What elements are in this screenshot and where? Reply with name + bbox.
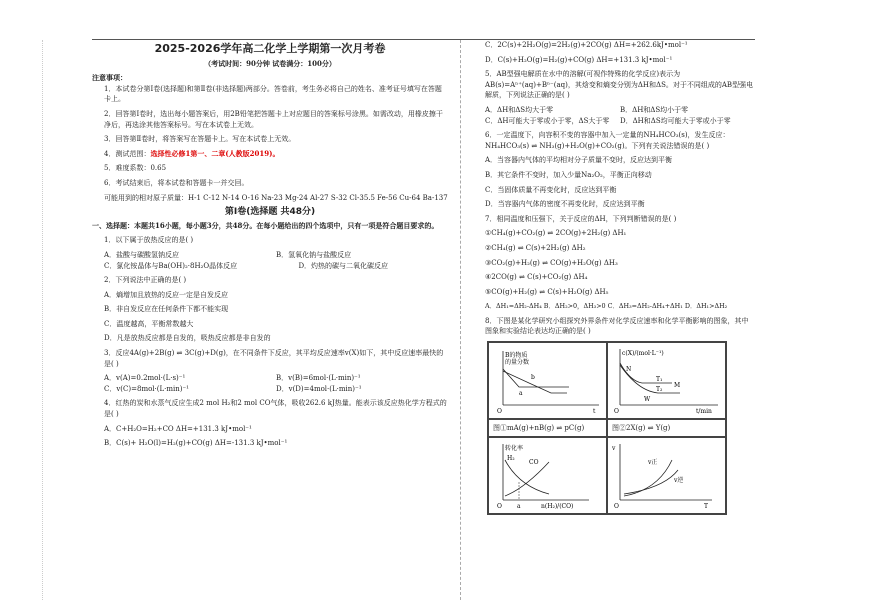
q5-option-a: A．ΔH和ΔS均大于零 [485, 105, 554, 114]
graph-4-xlabel: T [704, 503, 709, 511]
graph-1-xlabel: t [593, 408, 596, 416]
question-8: 8．下图是某化学研究小组探究外界条件对化学反应速率和化学平衡影响的图象，其中图象和实验结论表达均正确的是( ) [485, 316, 749, 336]
graph-3-origin: O [497, 503, 502, 511]
graph-1-label-b: b [531, 374, 535, 382]
exam-subtitle: （考试时间：90分钟 试卷满分：100分） [204, 58, 336, 68]
q5-options-row2 [473, 116, 755, 127]
q3-option-b: B．v(B)=6mol·(L·min)⁻¹ [276, 374, 361, 383]
q3-options-row1 [92, 373, 448, 384]
q8-graph-grid [487, 341, 727, 515]
q7-reaction-1: ①CH₄(g)+CO₂(g) ⇌ 2CO(g)+2H₂(g) ΔH₁ [485, 229, 627, 238]
graph-3 [488, 437, 607, 514]
graph-2-label-t1: T₁ [656, 376, 663, 384]
q6-option-d: D．当容器内气体的密度不再变化时，反应达到平衡 [485, 200, 645, 209]
q5-option-d: D．ΔH和ΔS均可能大于零或小于零 [620, 116, 731, 125]
notice-5: 5．难度系数：0.65 [104, 164, 167, 173]
graph-2-xlabel: t/min [696, 408, 712, 416]
q1-option-d: D．灼热的碳与二氧化碳反应 [298, 261, 389, 270]
question-7: 7．相同温度和压强下，关于反应的ΔH，下列判断错误的是( ) [485, 214, 677, 223]
question-3: 3．反应4A(g)+2B(g) ⇌ 3C(g)+D(g)，在不同条件下反应，其平均反应速率v(X)如下，其中反应速率最快的是( ) [104, 349, 444, 368]
q5-option-b: B．ΔH和ΔS均小于零 [620, 105, 689, 114]
graph-3-xlabel: n(H₂)/(CO) [541, 503, 574, 511]
graph-3-label-a: a [517, 503, 521, 511]
graph-2-ylabel: c(X)/(mol·L⁻¹) [622, 350, 664, 358]
graph-1-label-a: a [519, 390, 523, 398]
q3-option-c: C．v(C)=8mol·(L·min)⁻¹ [104, 384, 189, 393]
graph-3-svg [489, 438, 606, 511]
q1-options-row2 [92, 261, 448, 272]
graph-1-ylabel-1: B的物质 [505, 352, 528, 360]
q2-option-d: D．凡是放热反应都是自发的，吸热反应都是非自发的 [104, 334, 271, 343]
graph-1-origin: O [497, 408, 502, 416]
notice-3: 3．回答第Ⅱ卷时，将答案写在答题卡上。写在本试卷上无效。 [104, 135, 296, 144]
graph-1-svg [489, 343, 606, 416]
q7-reaction-4: ④2CO(g) ⇌ C(s)+CO₂(g) ΔH₄ [485, 273, 588, 282]
section-intro [92, 221, 448, 232]
caption-2: 图②2X(g) ⇌ Y(g) [607, 419, 726, 437]
graph-2-label-m: M [674, 382, 681, 390]
notice-6: 6．考试结束后，将本试卷和答题卡一并交回。 [104, 178, 249, 187]
graph-2-svg [608, 343, 725, 416]
graph-4-origin: O [614, 503, 619, 511]
graph-4-label-vz: v正 [648, 459, 658, 467]
q6-option-a: A．当容器内气体的平均相对分子质量不变时，反应达到平衡 [485, 156, 673, 165]
q2-option-b: B．非自发反应在任何条件下都不能实现 [104, 305, 229, 314]
question-1: 1．以下属于放热反应的是( ) [104, 236, 194, 245]
q1-options-row1 [92, 250, 448, 261]
right-column [473, 40, 755, 515]
notice-1: 1．本试卷分第Ⅰ卷(选择题)和第Ⅱ卷(非选择题)两部分。答卷前，考生务必将自己的姓名、准考证号填写在答题卡上。 [104, 84, 442, 104]
graph-4-label-vn: v逆 [674, 477, 684, 485]
section-intro-rest: 本题共16小题，每小题3分，共48分。在每小题给出的四个选项中，只有一项是符合题目要求的。 [134, 220, 439, 230]
graph-2-label-w: W [644, 396, 651, 404]
q7-options: A．ΔH₁=ΔH₂-ΔH₄ B．ΔH₂>0，ΔH₃>0 C．ΔH₃=ΔH₂-ΔH₄+ΔH₁ D．ΔH₁>ΔH₂ [485, 302, 728, 311]
q5-options-row1 [473, 105, 755, 116]
q7-reaction-5: ⑤CO(g)+H₂(g) ⇌ C(s)+H₂O(g) ΔH₅ [485, 287, 609, 296]
question-5: 5．AB型强电解质在水中的溶解(可视作特殊的化学反应)表示为AB(s)=Aⁿ⁺(aq)+Bⁿ⁻(aq)，其焓变和熵变分别为ΔH和ΔS。对于不同组成的AB型强电解质，下列说法正确的是( ) [485, 70, 754, 100]
graph-4-svg [608, 438, 725, 511]
q1-option-b: B．氢氧化钠与盐酸反应 [276, 250, 352, 259]
q4-option-d: D．C(s)+H₂O(g)=H₂(g)+CO(g) ΔH=+131.3 kJ•mol⁻¹ [485, 55, 673, 64]
graph-4 [607, 437, 726, 514]
q3-option-a: A．v(A)=0.2mol·(L·s)⁻¹ [104, 374, 186, 383]
graph-2-origin: O [614, 408, 619, 416]
exam-title: 2025-2026学年高二化学上学期第一次月考卷 [154, 42, 386, 55]
q3-option-d: D．v(D)=4mol·(L·min)⁻¹ [276, 384, 362, 393]
notice-heading: 注意事项： [92, 73, 127, 83]
graph-3-label-h2: H₂ [507, 455, 515, 463]
q2-option-a: A．熵增加且放热的反应一定是自发反应 [104, 290, 229, 299]
q1-option-c: C．氯化铵晶体与Ba(OH)₂·8H₂O晶体反应 [104, 261, 238, 270]
q4-option-b: B．C(s)+ H₂O(l)=H₂(g)+CO(g) ΔH=-131.3 kJ•mol⁻¹ [104, 439, 288, 448]
q1-option-a: A．盐酸与碳酸氢钠反应 [104, 250, 180, 259]
section-title: 第Ⅰ卷(选择题 共48分) [224, 207, 316, 218]
question-6: 6．一定温度下，向容积不变的容器中加入一定量的NH₄HCO₃(s)，发生反应：NH₄HCO₃(s) ⇌ NH₃(g)+H₂O(g)+CO₂(g)。下列有关说法错误的是( ) [485, 131, 730, 150]
section-intro-bold: 一、选择题： [92, 220, 134, 230]
question-4: 4．红热的炭和水蒸气反应生成2 mol H₂和2 mol CO气体，吸收262.6 kJ热量。能表示该反应热化学方程式的是( ) [104, 399, 447, 419]
q3-options-row2 [92, 384, 448, 395]
graph-2-label-t2: T₂ [656, 386, 663, 394]
left-binding-line [42, 40, 43, 600]
q7-reaction-2: ②CH₄(g) ⇌ C(s)+2H₂(g) ΔH₂ [485, 243, 586, 252]
graph-3-label-co: CO [529, 459, 539, 467]
notice-4-prefix: 4．测试范围： [104, 149, 151, 158]
q4-option-a: A．C+H₂O=H₂+CO ΔH=+131.3 kJ•mol⁻¹ [104, 424, 252, 433]
left-column [92, 40, 448, 453]
q4-option-c: C．2C(s)+2H₂O(g)=2H₂(g)+2CO(g) ΔH=+262.6kJ•mol⁻¹ [485, 41, 688, 49]
q7-reaction-3: ③CO₂(g)+H₂(g) ⇌ CO(g)+H₂O(g) ΔH₃ [485, 258, 618, 267]
test-scope: 选择性必修1第一、二章(人教版2019)。 [150, 148, 280, 158]
q6-option-c: C．当固体质量不再变化时，反应达到平衡 [485, 185, 617, 194]
column-divider [460, 40, 461, 600]
graph-1 [488, 342, 607, 419]
q5-option-c: C．ΔH可能大于零或小于零，ΔS大于零 [485, 116, 610, 125]
notice-2: 2．回答第Ⅰ卷时，选出每小题答案后，用2B铅笔把答题卡上对应题目的答案标号涂黑。如需改动，用橡皮擦干净后，再选涂其他答案标号。写在本试卷上无效。 [104, 109, 443, 129]
graph-2-label-n: N [626, 366, 632, 374]
graph-2 [607, 342, 726, 419]
graph-3-ylabel: 转化率 [505, 445, 524, 453]
notice-4 [92, 149, 448, 160]
graph-1-ylabel-2: 的量分数 [505, 359, 530, 367]
graph-4-ylabel: v [612, 445, 616, 453]
question-2: 2．下列说法中正确的是( ) [104, 276, 187, 285]
caption-1: 图①mA(g)+nB(g) ⇌ pC(g) [488, 419, 607, 437]
q6-option-b: B．其它条件不变时，加入少量Na₂O₂，平衡正向移动 [485, 170, 652, 179]
q2-option-c: C．温度越高，平衡常数越大 [104, 319, 194, 328]
atomic-masses: 可能用到的相对原子质量：H-1 C-12 N-14 O-16 Na-23 Mg-24 Al-27 S-32 Cl-35.5 Fe-56 Cu-64 Ba-137 [104, 193, 448, 202]
